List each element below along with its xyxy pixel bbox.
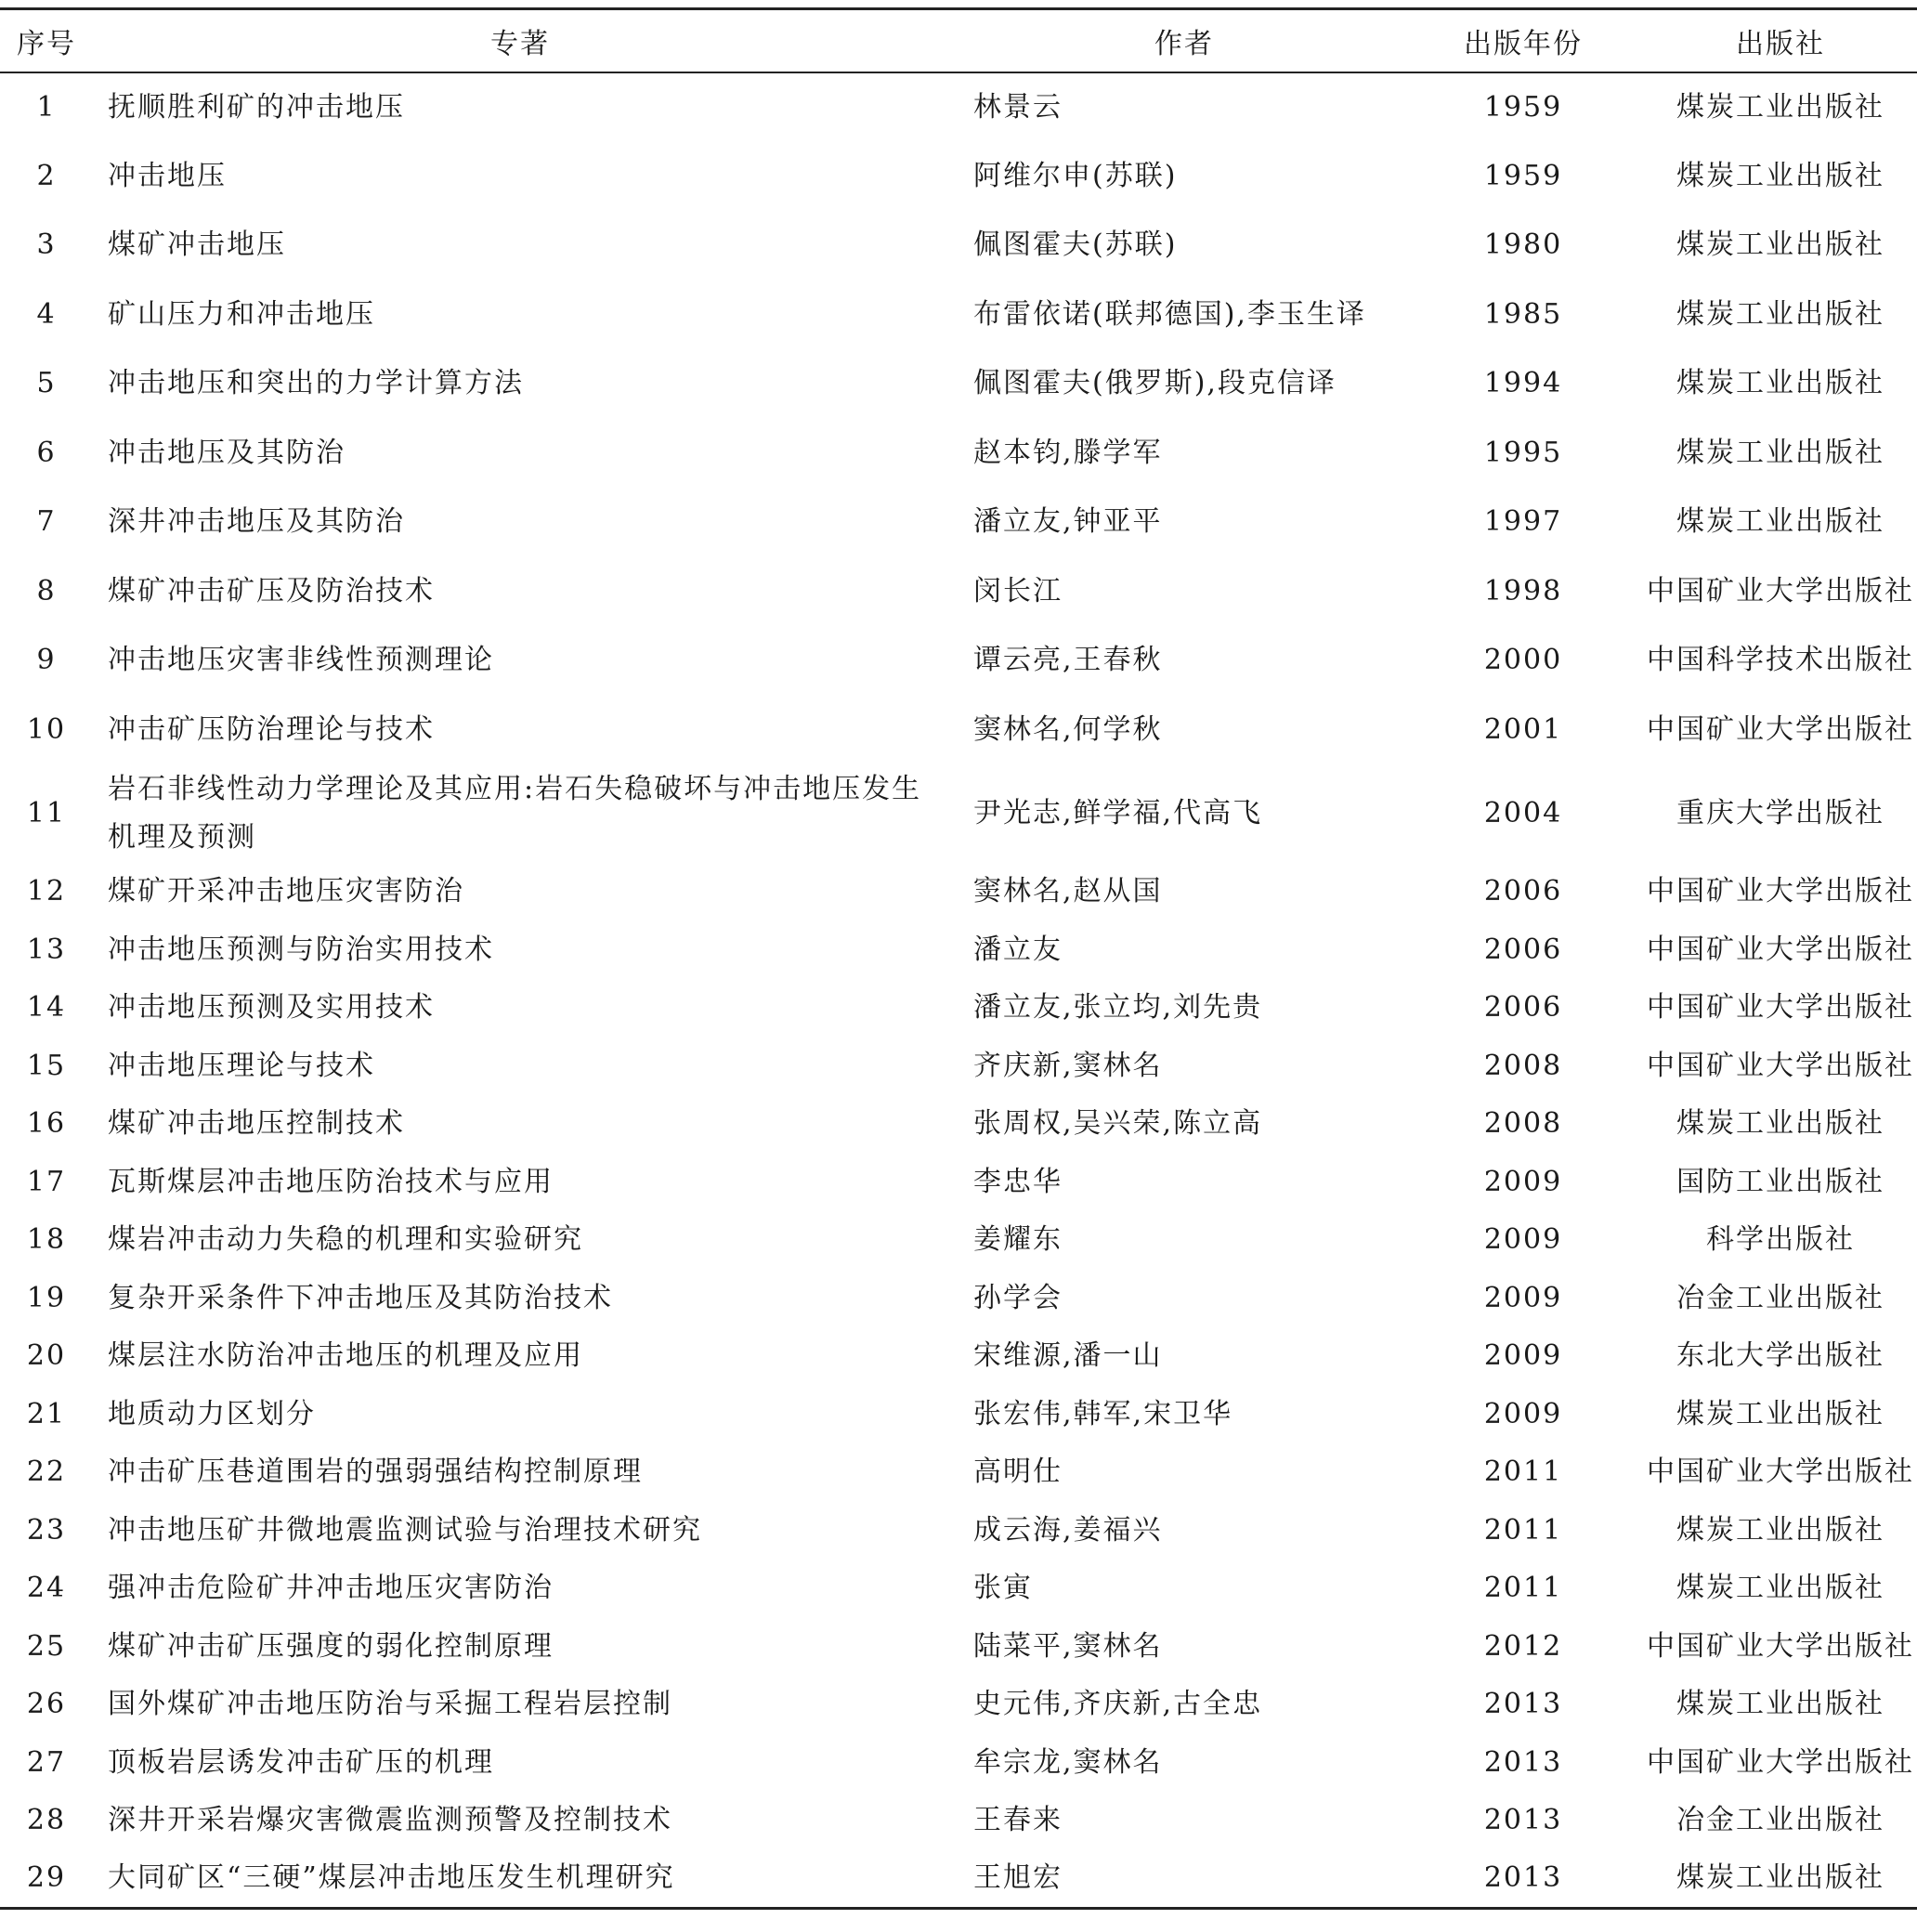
cell-publisher: 中国矿业大学出版社 — [1647, 712, 1914, 746]
cell-author: 赵本钧,滕学军 — [973, 436, 1163, 469]
cell-author: 张寅 — [973, 1572, 1033, 1605]
cell-title: 冲击地压 — [108, 159, 227, 192]
monograph-table — [0, 7, 1917, 1910]
cell-index: 7 — [36, 505, 57, 539]
cell-author: 潘立友 — [973, 933, 1063, 966]
cell-index: 28 — [26, 1804, 67, 1837]
table-row — [0, 921, 1917, 980]
cell-title: 冲击矿压防治理论与技术 — [108, 712, 435, 746]
cell-year: 2006 — [1483, 933, 1563, 966]
cell-title: 顶板岩层诱发冲击矿压的机理 — [108, 1745, 494, 1779]
cell-author: 窦林名,何学秋 — [973, 712, 1163, 746]
cell-author: 成云海,姜福兴 — [973, 1513, 1163, 1547]
table-row — [0, 142, 1917, 212]
cell-title: 大同矿区“三硬”煤层冲击地压发生机理研究 — [108, 1861, 675, 1894]
cell-title: 国外煤矿冲击地压防治与采掘工程岩层控制 — [108, 1688, 672, 1721]
cell-index: 21 — [26, 1397, 67, 1430]
cell-index: 10 — [26, 712, 67, 746]
table-body — [0, 72, 1917, 1908]
cell-index: 23 — [26, 1513, 67, 1547]
table-row — [0, 979, 1917, 1038]
cell-year: 2006 — [1483, 875, 1563, 908]
cell-author: 张周权,吴兴荣,陈立高 — [973, 1107, 1263, 1141]
cell-index: 9 — [36, 644, 57, 677]
cell-year: 1994 — [1483, 367, 1563, 400]
header-row — [0, 9, 1917, 73]
table-row — [0, 1095, 1917, 1154]
cell-author: 宋维源,潘一山 — [973, 1339, 1163, 1373]
cell-index: 3 — [36, 228, 57, 262]
cell-title: 冲击地压矿井微地震监测试验与治理技术研究 — [108, 1513, 702, 1547]
cell-author: 潘立友,张立均,刘先贵 — [973, 991, 1263, 1025]
cell-publisher: 中国矿业大学出版社 — [1647, 1745, 1914, 1779]
cell-title: 冲击地压灾害非线性预测理论 — [108, 644, 494, 677]
cell-publisher: 煤炭工业出版社 — [1676, 1861, 1884, 1894]
cell-year: 2008 — [1483, 1049, 1563, 1082]
cell-publisher: 中国矿业大学出版社 — [1647, 1049, 1914, 1082]
table-row — [0, 72, 1917, 142]
cell-publisher: 煤炭工业出版社 — [1676, 436, 1884, 469]
cell-publisher: 煤炭工业出版社 — [1676, 297, 1884, 331]
table-row — [0, 764, 1917, 863]
cell-index: 29 — [26, 1861, 67, 1894]
header-author: 作者 — [1154, 28, 1214, 60]
cell-publisher: 东北大学出版社 — [1676, 1339, 1884, 1373]
cell-year: 1959 — [1483, 159, 1563, 192]
cell-year: 1998 — [1483, 574, 1563, 607]
cell-year: 2011 — [1483, 1513, 1563, 1547]
cell-title: 岩石非线性动力学理论及其应用:岩石失稳破坏与冲击地压发生机理及预测 — [108, 773, 922, 854]
cell-title: 瓦斯煤层冲击地压防治技术与应用 — [108, 1165, 554, 1198]
cell-index: 8 — [36, 574, 57, 607]
table-row — [0, 1443, 1917, 1502]
cell-author: 谭云亮,王春秋 — [973, 644, 1163, 677]
cell-title: 复杂开采条件下冲击地压及其防治技术 — [108, 1281, 613, 1314]
cell-author: 高明仕 — [973, 1456, 1063, 1489]
cell-index: 26 — [26, 1688, 67, 1721]
cell-index: 11 — [26, 797, 67, 829]
table-row — [0, 1386, 1917, 1444]
cell-publisher: 煤炭工业出版社 — [1676, 90, 1884, 124]
cell-author: 李忠华 — [973, 1165, 1063, 1198]
cell-title: 冲击矿压巷道围岩的强弱强结构控制原理 — [108, 1456, 643, 1489]
table-row — [0, 281, 1917, 350]
cell-author: 佩图霍夫(俄罗斯),段克信译 — [973, 367, 1337, 400]
cell-year: 2000 — [1483, 644, 1563, 677]
cell-publisher: 煤炭工业出版社 — [1676, 1107, 1884, 1141]
cell-publisher: 中国科学技术出版社 — [1647, 644, 1914, 677]
header-title: 专著 — [490, 28, 550, 60]
cell-author: 孙学会 — [973, 1281, 1063, 1314]
cell-title: 煤矿冲击矿压强度的弱化控制原理 — [108, 1629, 554, 1663]
cell-index: 25 — [26, 1629, 67, 1663]
cell-title: 深井冲击地压及其防治 — [108, 505, 405, 539]
cell-index: 4 — [36, 297, 57, 331]
cell-author: 林景云 — [973, 90, 1063, 124]
header-index: 序号 — [17, 28, 76, 60]
cell-title: 煤矿冲击地压控制技术 — [108, 1107, 405, 1141]
cell-publisher: 重庆大学出版社 — [1676, 797, 1884, 829]
cell-author: 阿维尔申(苏联) — [973, 159, 1178, 192]
cell-year: 2011 — [1483, 1456, 1563, 1489]
table-row — [0, 1676, 1917, 1734]
cell-index: 1 — [36, 90, 57, 124]
cell-year: 2012 — [1483, 1629, 1563, 1663]
cell-author: 王春来 — [973, 1804, 1063, 1837]
cell-publisher: 中国矿业大学出版社 — [1647, 1456, 1914, 1489]
cell-year: 2008 — [1483, 1107, 1563, 1141]
cell-publisher: 煤炭工业出版社 — [1676, 228, 1884, 262]
cell-index: 15 — [26, 1049, 67, 1082]
cell-publisher: 煤炭工业出版社 — [1676, 1513, 1884, 1547]
cell-title: 煤岩冲击动力失稳的机理和实验研究 — [108, 1223, 583, 1257]
cell-author: 王旭宏 — [973, 1861, 1063, 1894]
cell-publisher: 煤炭工业出版社 — [1676, 1572, 1884, 1605]
cell-author: 尹光志,鲜学福,代高飞 — [973, 797, 1263, 829]
cell-author: 陆菜平,窦林名 — [973, 1629, 1163, 1663]
cell-year: 1995 — [1483, 436, 1563, 469]
cell-index: 12 — [26, 875, 67, 908]
header-publisher: 出版社 — [1736, 28, 1825, 60]
cell-year: 2001 — [1483, 712, 1563, 746]
cell-title: 冲击地压理论与技术 — [108, 1049, 375, 1082]
table-row — [0, 696, 1917, 765]
cell-index: 24 — [26, 1572, 67, 1605]
cell-title: 冲击地压预测与防治实用技术 — [108, 933, 494, 966]
cell-year: 2013 — [1483, 1861, 1563, 1894]
cell-author: 潘立友,钟亚平 — [973, 505, 1163, 539]
cell-title: 冲击地压及其防治 — [108, 436, 346, 469]
cell-year: 2009 — [1483, 1397, 1563, 1430]
cell-author: 布雷依诺(联邦德国),李玉生译 — [973, 297, 1366, 331]
cell-index: 14 — [26, 991, 67, 1025]
cell-title: 煤层注水防治冲击地压的机理及应用 — [108, 1339, 583, 1373]
cell-author: 齐庆新,窦林名 — [973, 1049, 1163, 1082]
monograph-table-container — [0, 7, 1917, 1910]
cell-year: 2013 — [1483, 1745, 1563, 1779]
table-row — [0, 1038, 1917, 1096]
cell-index: 22 — [26, 1456, 67, 1489]
cell-index: 16 — [26, 1107, 67, 1141]
cell-author: 史元伟,齐庆新,古全忠 — [973, 1688, 1263, 1721]
cell-year: 2006 — [1483, 991, 1563, 1025]
header-year: 出版年份 — [1464, 28, 1583, 60]
cell-year: 1980 — [1483, 228, 1563, 262]
cell-index: 2 — [36, 159, 57, 192]
cell-index: 20 — [26, 1339, 67, 1373]
cell-publisher: 煤炭工业出版社 — [1676, 367, 1884, 400]
cell-publisher: 科学出版社 — [1706, 1223, 1855, 1257]
cell-title: 冲击地压预测及实用技术 — [108, 991, 435, 1025]
cell-publisher: 煤炭工业出版社 — [1676, 1688, 1884, 1721]
cell-year: 2009 — [1483, 1339, 1563, 1373]
cell-year: 2009 — [1483, 1223, 1563, 1257]
cell-author: 牟宗龙,窦林名 — [973, 1745, 1163, 1779]
cell-year: 2011 — [1483, 1572, 1563, 1605]
cell-publisher: 冶金工业出版社 — [1676, 1281, 1884, 1314]
cell-title: 抚顺胜利矿的冲击地压 — [108, 90, 405, 124]
cell-index: 17 — [26, 1165, 67, 1198]
table-row — [0, 1270, 1917, 1328]
table-row — [0, 1850, 1917, 1909]
cell-publisher: 中国矿业大学出版社 — [1647, 933, 1914, 966]
cell-index: 5 — [36, 367, 57, 400]
table-row — [0, 557, 1917, 627]
table-row — [0, 1327, 1917, 1386]
cell-title: 煤矿冲击矿压及防治技术 — [108, 574, 435, 607]
table-row — [0, 863, 1917, 921]
table-row — [0, 211, 1917, 281]
cell-title: 矿山压力和冲击地压 — [108, 297, 375, 331]
cell-year: 1997 — [1483, 505, 1563, 539]
cell-publisher: 中国矿业大学出版社 — [1647, 574, 1914, 607]
cell-index: 19 — [26, 1281, 67, 1314]
table-row — [0, 488, 1917, 557]
cell-year: 2004 — [1483, 797, 1563, 829]
cell-year: 2009 — [1483, 1165, 1563, 1198]
cell-author: 闵长江 — [973, 574, 1063, 607]
table-row — [0, 419, 1917, 489]
table-row — [0, 1211, 1917, 1270]
cell-title: 深井开采岩爆灾害微震监测预警及控制技术 — [108, 1804, 672, 1837]
cell-title: 强冲击危险矿井冲击地压灾害防治 — [108, 1572, 554, 1605]
cell-author: 姜耀东 — [973, 1223, 1063, 1257]
cell-publisher: 冶金工业出版社 — [1676, 1804, 1884, 1837]
cell-publisher: 煤炭工业出版社 — [1676, 1397, 1884, 1430]
table-row — [0, 626, 1917, 696]
cell-author: 佩图霍夫(苏联) — [973, 228, 1178, 262]
cell-publisher: 国防工业出版社 — [1676, 1165, 1884, 1198]
cell-title: 地质动力区划分 — [108, 1397, 316, 1430]
cell-publisher: 煤炭工业出版社 — [1676, 159, 1884, 192]
cell-year: 2013 — [1483, 1688, 1563, 1721]
cell-author: 窦林名,赵从国 — [973, 875, 1163, 908]
cell-title: 冲击地压和突出的力学计算方法 — [108, 367, 524, 400]
cell-year: 1985 — [1483, 297, 1563, 331]
cell-year: 2009 — [1483, 1281, 1563, 1314]
cell-publisher: 中国矿业大学出版社 — [1647, 991, 1914, 1025]
cell-index: 27 — [26, 1745, 67, 1779]
cell-title: 煤矿冲击地压 — [108, 228, 286, 262]
cell-year: 2013 — [1483, 1804, 1563, 1837]
table-row — [0, 1502, 1917, 1560]
cell-publisher: 煤炭工业出版社 — [1676, 505, 1884, 539]
cell-author: 张宏伟,韩军,宋卫华 — [973, 1397, 1233, 1430]
cell-index: 18 — [26, 1223, 67, 1257]
table-row — [0, 1792, 1917, 1850]
cell-index: 13 — [26, 933, 67, 966]
cell-publisher: 中国矿业大学出版社 — [1647, 1629, 1914, 1663]
table-row — [0, 1734, 1917, 1793]
table-header — [0, 9, 1917, 73]
table-row — [0, 1154, 1917, 1212]
table-row — [0, 1618, 1917, 1677]
cell-publisher: 中国矿业大学出版社 — [1647, 875, 1914, 908]
cell-year: 1959 — [1483, 90, 1563, 124]
cell-title: 煤矿开采冲击地压灾害防治 — [108, 875, 464, 908]
table-row — [0, 349, 1917, 419]
table-row — [0, 1560, 1917, 1618]
cell-index: 6 — [36, 436, 57, 469]
